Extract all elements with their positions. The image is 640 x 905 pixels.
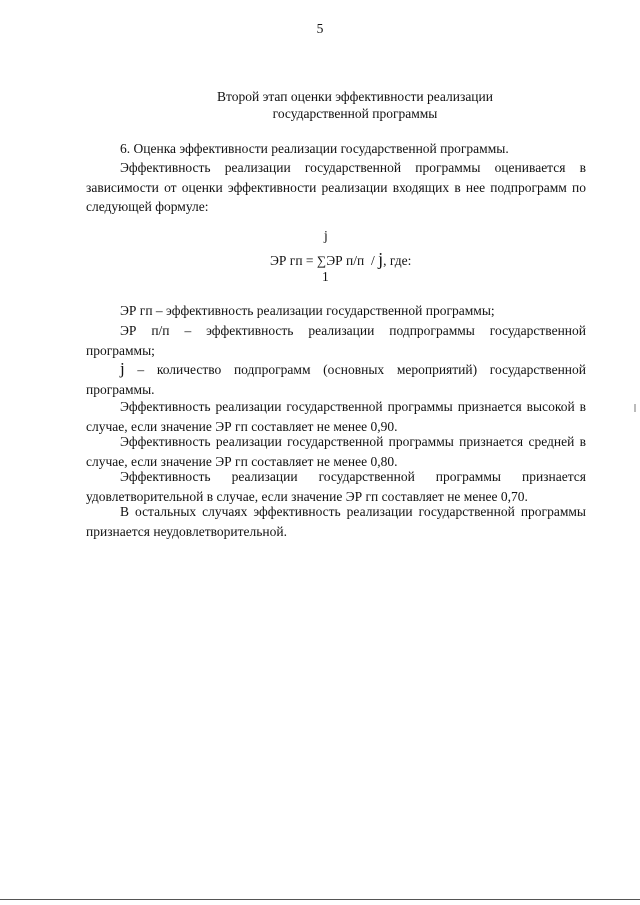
formula-tail: , где: — [383, 253, 412, 268]
page-bottom-edge — [0, 899, 640, 900]
criterion-satisfactory: Эффективность реализации государственной программы признается удовлетворительной в случае, если значение ЭР гп составляет не менее 0,70. — [86, 469, 586, 504]
formula-lhs: ЭР гп = — [270, 253, 317, 268]
j-symbol: j — [120, 359, 125, 378]
criterion-unsatisfactory: В остальных случаях эффективность реализации государственной программы признается неудовлетворительной. — [86, 504, 586, 539]
definition-er-pp: ЭР п/п – эффективность реализации подпрограммы государственной программы; — [86, 323, 586, 358]
section-heading-line-2: государственной программы — [272, 106, 438, 121]
definition-j — [86, 359, 586, 399]
scan-mark — [634, 404, 636, 412]
formula-term: ЭР п/п / — [326, 253, 379, 268]
sum-sign: ∑ — [316, 253, 327, 268]
definition-j-text: – количество подпрограмм (основных мероприятий) государственной программы. — [86, 362, 586, 397]
intro-paragraph: Эффективность реализации государственной программы оценивается в зависимости от оценки эффективности реализации входящих в нее подпрограмм по следующей формуле: — [86, 160, 586, 214]
page-number: 5 — [316, 21, 324, 36]
formula-upper-limit: j — [324, 228, 328, 243]
section-title: 6. Оценка эффективности реализации государственной программы. — [120, 141, 509, 156]
formula — [270, 249, 411, 270]
formula-lower-limit: 1 — [322, 269, 329, 284]
section-heading-line-1: Второй этап оценки эффективности реализации — [217, 89, 493, 104]
criterion-medium: Эффективность реализации государственной программы признается средней в случае, если значение ЭР гп составляет не менее 0,80. — [86, 434, 586, 469]
formula-divisor: j — [378, 249, 384, 269]
definition-er-gp: ЭР гп – эффективность реализации государственной программы; — [120, 303, 495, 318]
criterion-high: Эффективность реализации государственной программы признается высокой в случае, если значение ЭР гп составляет не менее 0,90. — [86, 399, 586, 434]
